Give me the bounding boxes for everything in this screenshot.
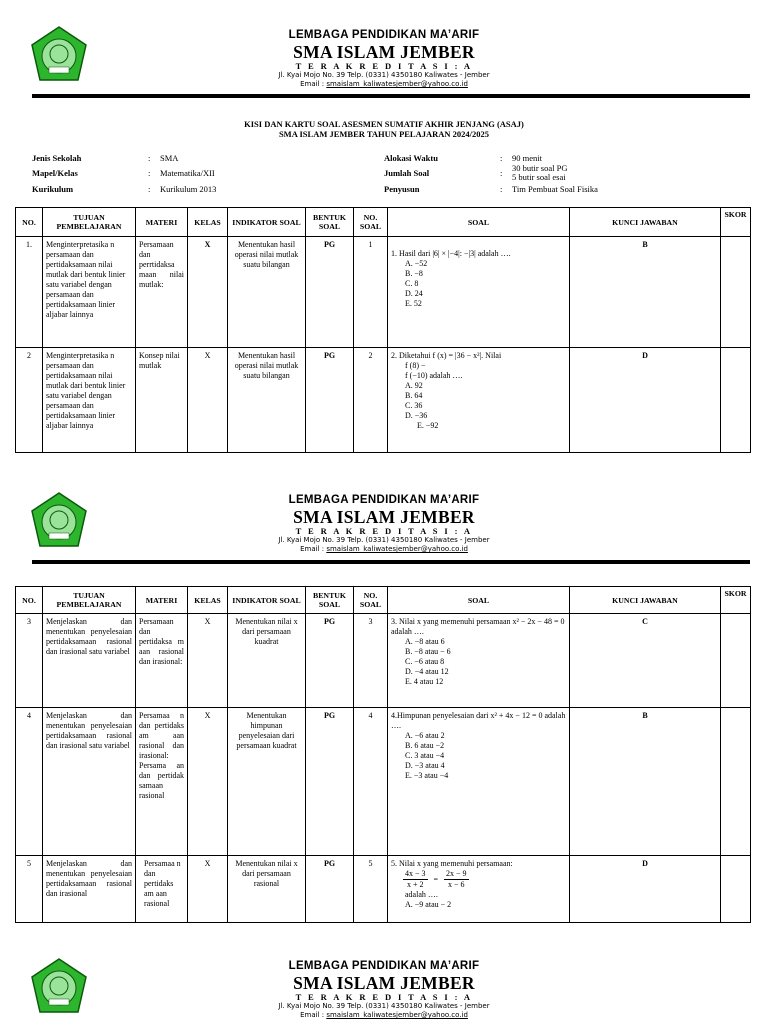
address: Jl. Kyai Mojo No. 39 Telp. (0331) 4350180 Kaliwates - Jember (278, 1002, 490, 1010)
header-kunci: KUNCI JAWABAN (570, 587, 721, 614)
row-soal (388, 708, 570, 856)
header-tujuan: TUJUAN PEMBELAJARAN (43, 208, 136, 237)
row-bentuk: PG (306, 614, 354, 708)
option: A. 92 (405, 381, 423, 390)
row-tujuan: Menginterpretasika n persamaan dan pertidaksamaan nilai mutlak dari bentuk linier satu variabel dengan persamaan dan pertidaksamaan linier aljabar lainnya (43, 348, 136, 453)
header-bentuk: BENTUK SOAL (306, 208, 354, 237)
address: Jl. Kyai Mojo No. 39 Telp. (0331) 4350180 Kaliwates - Jember (278, 71, 490, 79)
question-stem-3: f (−10) adalah …. (405, 371, 463, 380)
header-no: NO. (16, 208, 43, 237)
row-indikator: Menentukan himpunan penyelesaian dari persamaan kuadrat (228, 708, 306, 856)
meta-jumlah-label: Jumlah Soal (384, 168, 430, 178)
row-bentuk: PG (306, 237, 354, 348)
question-stem: 1. Hasil dari |6| × |−4|: −|3| adalah …. (391, 249, 511, 258)
question-stem: 2. Diketahui f (x) = |36 − x²|. Nilai (391, 351, 502, 360)
option: A. −8 atau 6 (405, 637, 445, 646)
row-tujuan: Menginterpretasika n persamaan dan pertidaksamaan nilai mutlak dari bentuk linier satu variabel dengan persamaan dan pertidaksamaan linier aljabar lainnya (43, 237, 136, 348)
row-indikator: Menentukan nilai x dari persamaan rasional (228, 856, 306, 923)
option: B. 64 (405, 391, 423, 400)
row-kunci: D (570, 856, 721, 923)
row-tujuan: Menjelaskan dan menentukan penyelesaian pertidaksamaan rasional dan irasional satu variabel (43, 708, 136, 856)
header-indikator: INDIKATOR SOAL (228, 208, 306, 237)
institution-name: LEMBAGA PENDIDIKAN MA’ARIF (288, 29, 480, 41)
option: D. −4 atau 12 (405, 667, 449, 676)
row-kunci: B (570, 708, 721, 856)
table-row (16, 614, 751, 708)
header-kelas: KELAS (188, 587, 228, 614)
row-no: 4 (16, 708, 43, 856)
address: Jl. Kyai Mojo No. 39 Telp. (0331) 4350180 Kaliwates - Jember (278, 536, 490, 544)
row-soal (388, 348, 570, 453)
meta-mapel-value: Matematika/XII (160, 168, 215, 178)
row-skor (721, 348, 751, 453)
row-tujuan: Menjelaskan dan menentukan penyelesaian pertidaksamaan rasional dan irasional satu variabel (43, 614, 136, 708)
meta-alokasi-label: Alokasi Waktu (384, 153, 438, 163)
row-kunci: B (570, 237, 721, 348)
row-no: 3 (16, 614, 43, 708)
table-row (16, 708, 751, 856)
row-no: 5 (16, 856, 43, 923)
fraction-den: x + 2 (407, 880, 424, 889)
table-row (16, 856, 751, 923)
row-soal (388, 237, 570, 348)
option: E. −3 atau −4 (405, 771, 449, 780)
header-materi: MATERI (136, 587, 188, 614)
fraction-right (444, 869, 469, 890)
row-kelas: X (188, 348, 228, 453)
row-skor (721, 237, 751, 348)
header-tujuan: TUJUAN PEMBELAJARAN (43, 587, 136, 614)
row-nosoal: 3 (354, 614, 388, 708)
divider (32, 94, 750, 98)
row-nosoal: 5 (354, 856, 388, 923)
fraction-left (403, 869, 428, 890)
institution-name: LEMBAGA PENDIDIKAN MA’ARIF (288, 494, 480, 506)
header-skor: SKOR (721, 587, 751, 614)
header-no: NO. (16, 587, 43, 614)
meta-colon: : (500, 153, 503, 163)
row-no: 2 (16, 348, 43, 453)
row-materi: Persamaa n dan pertidaks am aan rasional dan irasional: Persama an dan pertidak samaan rasional (136, 708, 188, 856)
question-table-1 (15, 207, 751, 453)
email-line: Email : smaislam_kaliwatesjember@yahoo.co.id (300, 80, 468, 88)
option: A. −6 atau 2 (405, 731, 445, 740)
table-row (16, 237, 751, 348)
row-kelas: X (188, 237, 228, 348)
question-stem: 5. Nilai x yang memenuhi persamaan: (391, 859, 513, 868)
meta-jumlah-value-1: 30 butir soal PG (512, 163, 568, 173)
row-soal (388, 614, 570, 708)
row-bentuk: PG (306, 348, 354, 453)
row-nosoal: 4 (354, 708, 388, 856)
question-stem-2: adalah …. (405, 890, 438, 899)
header-kunci: KUNCI JAWABAN (570, 208, 721, 237)
email-link[interactable]: smaislam_kaliwatesjember@yahoo.co.id (326, 1011, 468, 1019)
header-nosoal: NO. SOAL (354, 208, 388, 237)
option: D. 24 (405, 289, 423, 298)
row-bentuk: PG (306, 856, 354, 923)
meta-colon: : (500, 168, 503, 178)
row-nosoal: 2 (354, 348, 388, 453)
fraction-equation (391, 869, 566, 890)
meta-kurikulum-value: Kurikulum 2013 (160, 184, 217, 194)
divider (32, 560, 750, 564)
option: A. −52 (405, 259, 428, 268)
row-bentuk: PG (306, 708, 354, 856)
table-header-row (16, 208, 751, 237)
institution-name: LEMBAGA PENDIDIKAN MA’ARIF (288, 960, 480, 972)
row-skor (721, 708, 751, 856)
row-kelas: X (188, 856, 228, 923)
row-materi: Persamaan dan pertidaksa m aan rasional dan irasional: (136, 614, 188, 708)
row-skor (721, 614, 751, 708)
option: C. 8 (405, 279, 419, 288)
row-kunci: D (570, 348, 721, 453)
header-kelas: KELAS (188, 208, 228, 237)
header-bentuk: BENTUK SOAL (306, 587, 354, 614)
option: E. 52 (405, 299, 422, 308)
school-name: SMA ISLAM JEMBER (293, 42, 475, 62)
meta-alokasi-value: 90 menit (512, 153, 542, 163)
meta-jumlah-value-2: 5 butir soal esai (512, 172, 566, 182)
fraction-num: 4x − 3 (405, 869, 426, 878)
row-kelas: X (188, 708, 228, 856)
row-materi: Konsep nilai mutlak (136, 348, 188, 453)
table-row (16, 348, 751, 453)
meta-colon: : (148, 153, 151, 163)
meta-kurikulum-label: Kurikulum (32, 184, 74, 194)
question-stem-2: f (8) − (405, 361, 426, 370)
email-link[interactable]: smaislam_kaliwatesjember@yahoo.co.id (326, 80, 468, 88)
row-kelas: X (188, 614, 228, 708)
option: D. −3 atau 4 (405, 761, 445, 770)
option: B. 6 atau −2 (405, 741, 445, 750)
email-line: Email : smaislam_kaliwatesjember@yahoo.co.id (300, 1011, 468, 1019)
school-name: SMA ISLAM JEMBER (293, 507, 475, 527)
option: B. −8 (405, 269, 423, 278)
accreditation: T E R A K R E D I T A S I : A (295, 992, 473, 1002)
row-no: 1. (16, 237, 43, 348)
header-nosoal: NO. SOAL (354, 587, 388, 614)
meta-mapel-label: Mapel/Kelas (32, 168, 78, 178)
row-tujuan: Menjelaskan dan menentukan penyelesaian pertidaksamaan rasional dan irasional (43, 856, 136, 923)
option: E. 4 atau 12 (405, 677, 444, 686)
row-indikator: Menentukan hasil operasi nilai mutlak suatu bilangan (228, 237, 306, 348)
equals-sign: = (433, 874, 439, 884)
option: C. −6 atau 8 (405, 657, 445, 666)
meta-colon: : (500, 184, 503, 194)
option: C. 3 atau −4 (405, 751, 445, 760)
meta-colon: : (148, 168, 151, 178)
option: E. −92 (417, 421, 439, 430)
meta-colon: : (148, 184, 151, 194)
question-stem: 4.Himpunan penyelesaian dari x² + 4x − 12 = 0 adalah …. (391, 711, 566, 730)
option: D. −36 (405, 411, 428, 420)
school-name: SMA ISLAM JEMBER (293, 973, 475, 993)
accreditation: T E R A K R E D I T A S I : A (295, 526, 473, 536)
row-nosoal: 1 (354, 237, 388, 348)
question-table-2 (15, 586, 751, 923)
header-soal: SOAL (388, 587, 570, 614)
meta-jenis-value: SMA (160, 153, 179, 163)
row-soal (388, 856, 570, 923)
row-skor (721, 856, 751, 923)
fraction-den: x − 6 (448, 880, 465, 889)
meta-penyusun-value: Tim Pembuat Soal Fisika (512, 184, 598, 194)
table-header-row (16, 587, 751, 614)
row-indikator: Menentukan hasil operasi nilai mutlak suatu bilangan (228, 348, 306, 453)
doc-title: KISI DAN KARTU SOAL ASESMEN SUMATIF AKHIR JENJANG (ASAJ) (244, 119, 524, 129)
meta-jenis-label: Jenis Sekolah (32, 153, 82, 163)
fraction-num: 2x − 9 (446, 869, 467, 878)
question-stem: 3. Nilai x yang memenuhi persamaan x² − 2x − 48 = 0 adalah …. (391, 617, 565, 636)
option: A. −9 atau − 2 (405, 900, 452, 909)
meta-penyusun-label: Penyusun (384, 184, 420, 194)
option: C. 36 (405, 401, 423, 410)
row-kunci: C (570, 614, 721, 708)
row-indikator: Menentukan nilai x dari persamaan kuadrat (228, 614, 306, 708)
header-indikator: INDIKATOR SOAL (228, 587, 306, 614)
row-materi: Persamaan dan perrtidaksa maan nilai mutlak: (136, 237, 188, 348)
accreditation: T E R A K R E D I T A S I : A (295, 61, 473, 71)
email-link[interactable]: smaislam_kaliwatesjember@yahoo.co.id (326, 545, 468, 553)
option: B. −8 atau − 6 (405, 647, 451, 656)
header-soal: SOAL (388, 208, 570, 237)
header-skor: SKOR (721, 208, 751, 237)
doc-subtitle: SMA ISLAM JEMBER TAHUN PELAJARAN 2024/2025 (278, 129, 490, 139)
row-materi: Persamaa n dan pertidaks am aan rasional (136, 856, 188, 923)
header-materi: MATERI (136, 208, 188, 237)
email-line: Email : smaislam_kaliwatesjember@yahoo.co.id (300, 545, 468, 553)
